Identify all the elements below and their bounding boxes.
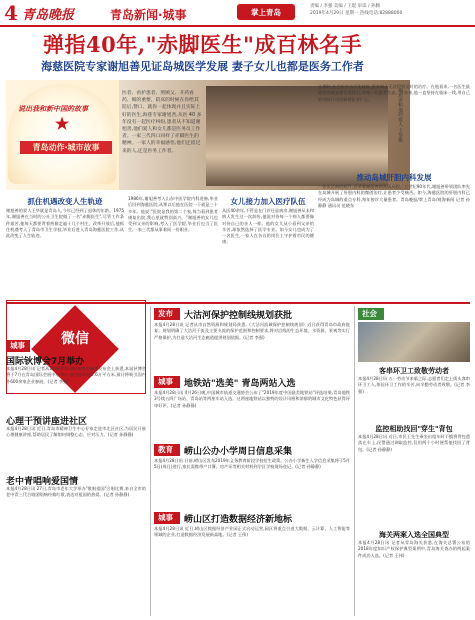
lead-subhead: 海慈医院专家谢旭善见证岛城医学发展 妻子女儿也都是医务工作者 (41, 60, 364, 73)
col1-heading: 抓住机遇改变人生轨迹 (27, 197, 103, 206)
header-rule (0, 25, 475, 27)
ditie-title: 地铁站"选美" 青岛两站入选 (184, 379, 296, 389)
section-label-jiaoyu: 教育 (154, 444, 180, 456)
right-item3-body: 本报4月28日讯 记者从青岛海关获悉,在海关总署公布的2018年度知识产权保护典型案例中,青岛海关查办的两起案件成功入选。(记者 王伟) (358, 540, 470, 558)
right-item2-body: 本报4月28日讯 近日,市民王先生乘坐出租车时不慎将背包遗落在车上,民警通过调取监控,仅用两个小时便帮他找回了背包。(记者 孙静静) (358, 434, 470, 452)
jiaoyu-title: 崂山公办小学周日信息采集 (184, 447, 293, 457)
newspaper-logo: 青岛晚报 (22, 8, 75, 23)
wechat-label: 微信 (61, 331, 89, 347)
fabu-title: 大沽河保护控制线规划获批 (184, 311, 293, 321)
sanitation-photo (358, 322, 470, 362)
column-rule (150, 306, 151, 616)
jiaoyu-body: 本报4月28日讯 日前,崂山区发布2019年义务教育阶段学校招生政策。公办小学新生入学信息采集将于5月5日(周日)进行,家长需携带户口簿、房产证等相关材料到学区学校现场登记。(记者 孙静静) (154, 458, 350, 470)
right-item1-body: 本报4月28日讯 五一劳动节来临之际,志愿者们走上街头客串环卫工人,体验环卫工作的辛苦,向辛勤劳动者致敬。(记者 李强) (358, 376, 470, 394)
ditie-body: 本报4月28日讯 4月26日晚,中国城市轨道交通协会公布了"2019年度中国最美地铁站"评选结果,青岛地铁3号线五四广场站、青岛站等两座车站入选。这两座地铁站以独特的设计风格和浓郁的城市文化特色获得评审好评。(记者 孙静静) (154, 390, 350, 408)
col3-body: 从医40余年,不管是在门诊还是病房,谢旭善从未和病人发生过一次纠纷,他说对待每一个病人都要像对待自己的亲人一样。他的女儿从小看到父亲的辛苦,却依然选择了医学专业。如今女儿也成为了一名医生,一家人在各自的岗位上守护着市民的健康。 (222, 208, 314, 245)
col4-body: 去那时,社会医疗水平比较低,很多病人无法得到及时的治疗。在他看来,一名医生最重要的就是要有责任心,对每一位患者负责。多年来,他一直坚持在临床一线,用自己的实际行动诠释着医者仁心。 (318, 84, 470, 102)
right-item2-title: 监控相助找回"穿生"背包 (375, 425, 453, 433)
star-icon: ★ (54, 114, 70, 133)
col4-body2: 一张张泛黄的照片,记录着谢旭善的从医历程。上世纪90年代,谢旭善带领团队率先在岛城开展了肝胆内科的微创治疗,让患者少受痛苦。如今,海慈医院的肝胆内科已经成为岛城的重点专科,每年接诊大量患者。青岛晚报/掌上青岛/观海新闻 记者 孙静静 通讯员 范晓东 (318, 184, 470, 208)
section-title: 青岛新闻·城事 (110, 8, 187, 22)
item2-title: 心理干预讲座进社区 (6, 417, 88, 427)
laoshan-body: 本报4月28日讯 近日,崂山区数据经济产业园正式启动运营,园区将重点引进大数据、云计算、人工智能等领域的企业,打造数据经济发展新高地。(记者 王伟) (154, 526, 350, 538)
item2-body: 本报4月28日讯 近日,青岛市精神卫生中心专家走进市北区社区,为居民开展心理健康讲座,帮助居民了解如何调整心态、应对压力。(记者 孙静静) (6, 426, 146, 438)
page-number: 4 (4, 1, 18, 25)
right-item3-title: 海关两案入选全国典型 (379, 531, 449, 539)
col2-body: 1986年,谢旭善考入山东中医学院内科进修,毕业后回到海慈医院,从那以后他在医院一干就是三十多年。他说:"医院是我的第二个家,每当看到患者康复出院,我心里就特别高兴。"谢旭善的女儿也受到父亲的影响,考入了医学院,毕业后也当了医生,一家三代都从事着同一份职业。 (128, 196, 218, 233)
section-label-fabu: 发布 (154, 308, 180, 320)
item1-body: 本报4月28日讯 记者从2019青岛国际钬博会新闻发布会上获悉,本届钬博会将于7月在青岛国际会展中心举办,展会面积达2.6万平方米,预计将吸引国内外600余家企业参展。(记者 李强) (6, 366, 146, 384)
item3-title: 老中青唱响爱国情 (6, 477, 79, 487)
right-item1-title: 客串环卫工致敬劳动者 (379, 367, 449, 375)
photo-side-caption: 谢旭善和他的爱人 王华摄 (397, 88, 402, 143)
item3-body: 本报4月28日讯 27日,青岛市老年大学举办"歌唱祖国"合唱比赛,来自全市的老中青三代合唱团唱响经典红歌,表达对祖国的热爱。(记者 孙静静) (6, 486, 146, 498)
column-rule-right (354, 306, 355, 616)
section-label-shehui: 社会 (358, 308, 384, 320)
editor-line: 责编 / 李强 美编 / 王琨 审读 / 孙腾 (310, 4, 380, 9)
banner-top-text: 说出我和新中国的故事 (18, 105, 88, 113)
fabu-body: 本报4月28日讯 记者从市自然资源和规划局获悉,《大沽河流域保护控制线规划》近日获得青岛市政府批复。规划明确了大沽河干流及主要支流的保护范围和控制要求,将对沿线的生态环境、水资源、景观等实行严格保护,为打造大沽河生态廊道提供规划依据。(记者 李强) (154, 322, 350, 340)
banner-bottom-text: 青岛动作·城市故事 (20, 141, 112, 154)
date-line: 2019年4月29日 星期一 热线电话:82888000 (310, 11, 403, 16)
item1-title: 国际钬博会7月举办 (6, 357, 85, 367)
laoshan-title: 崂山区打造数据经济新地标 (184, 515, 293, 525)
lead-headline: 弹指40年,"赤脚医生"成百林名手 (43, 32, 362, 57)
section-label-chengshi2: 城事 (154, 376, 180, 388)
section-label-chengshi: 城事 (6, 340, 30, 352)
col1-body: 谢旭善的爱人王华就是青岛人,今年已经到了退休的年龄。1975年,谢旭善在当时的公社卫生院做了一名"赤脚医生",尽管工作条件艰苦,他每天都要背着药箱走遍十几个村庄。改革开放后,他抓住机遇考入了青岛市卫生学校,毕业后进入青岛海慈医院工作,从此改变了人生轨迹。 (6, 208, 124, 239)
col4-heading: 推动岛城肝胆内科发展 (356, 173, 432, 182)
photo-caption: 医者、看护患者、照顾父、开药看药、细的重要、陪床的时候在你给其陪后,赞口、就你一起体现并且实际上好的医生,海慈专家谢旭善,从医 40 多年没有一起医疗纠纷,患者从不知道谢旭善,他们爱人和女儿都是医务员工作者。一家三代四口同样了赤脚医生的精神。一家人的幸福感悟,他们还留过来的人,还是医务工作者。 (122, 91, 202, 154)
page-meta (310, 3, 475, 17)
section-label-chengshi3: 城事 (154, 512, 180, 524)
col3-heading: 女儿接力加入医疗队伍 (230, 197, 306, 206)
app-logo: 掌上青岛 (237, 4, 295, 20)
